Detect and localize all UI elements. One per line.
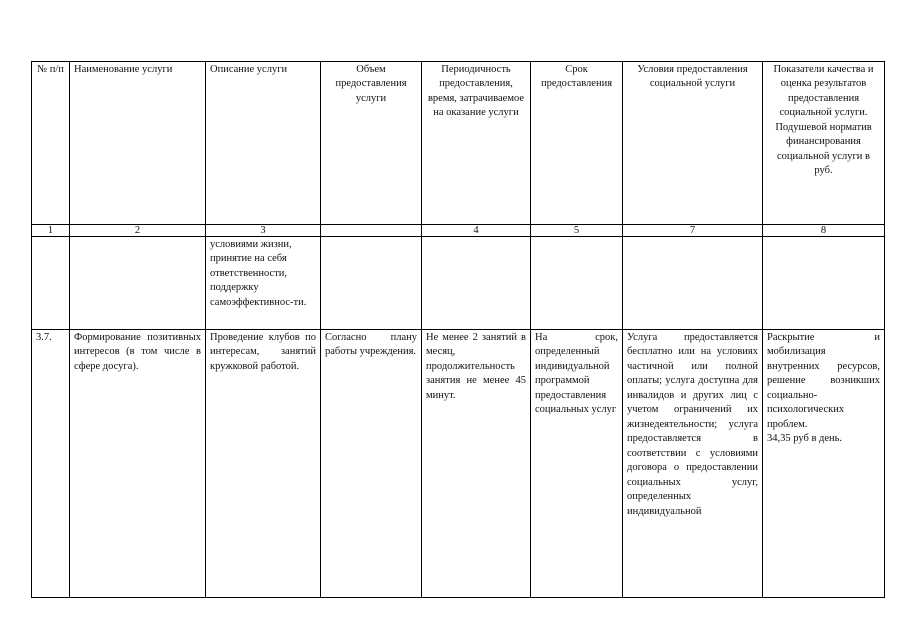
header-periodicity: Периодичность предоставления, время, затрачиваемое на оказание услуги [422,62,531,225]
header-quality-indicators: Показатели качества и оценка результатов предоставления социальной услуги. Подушевой норматив финансирования социальной услуги в руб. [763,62,885,225]
table-header-row [32,62,885,225]
quality-cell [763,330,885,598]
header-conditions: Условия предоставления социальной услуги [623,62,763,225]
continuation-row [32,237,885,330]
service-volume: Согласно плану работы учреждения. [321,330,422,598]
column-number: 4 [422,225,531,237]
column-number: 2 [70,225,206,237]
cost-per-day: 34,35 руб в день. [767,433,843,445]
table-cell [70,237,206,330]
service-term: На срок, определенный индивидуальной программой предоставления социальных услуг [531,330,623,598]
continuation-description: условиями жизни, принятие на себя ответственности, поддержку самоэффективнос-ти. [206,237,321,330]
table-cell [531,237,623,330]
column-number: 8 [763,225,885,237]
row-number: 3.7. [32,330,70,598]
services-table [31,61,885,598]
column-number: 3 [206,225,321,237]
table-cell [763,237,885,330]
table-row [32,330,885,598]
header-volume: Объем предоставления услуги [321,62,422,225]
quality-indicators: Раскрытие и мобилизация внутренних ресурсов, решение возникших социально-психологических проблем. [767,332,880,430]
header-service-name: Наименование услуги [70,62,206,225]
header-number: № п/п [32,62,70,225]
service-periodicity: Не менее 2 занятий в месяц, продолжительность занятия не менее 45 минут. [422,330,531,598]
table-cell [422,237,531,330]
service-name: Формирование позитивных интересов (в том числе в сфере досуга). [70,330,206,598]
column-number: 7 [623,225,763,237]
header-term: Срок предоставления [531,62,623,225]
table-cell [321,237,422,330]
column-number-row [32,225,885,237]
table-cell [32,237,70,330]
service-conditions: Услуга предоставляется бесплатно или на условиях частичной или полной оплаты; услуга доступна для инвалидов и других лиц с учетом ограничений их жизнедеятельности; услуга предоставляется в соответствии с условиями договора о предоставлении социальных услуг, определенных индивидуальной [623,330,763,598]
column-number: 5 [531,225,623,237]
column-number [321,225,422,237]
header-service-description: Описание услуги [206,62,321,225]
column-number: 1 [32,225,70,237]
service-description: Проведение клубов по интересам, занятий кружковой работой. [206,330,321,598]
table-cell [623,237,763,330]
